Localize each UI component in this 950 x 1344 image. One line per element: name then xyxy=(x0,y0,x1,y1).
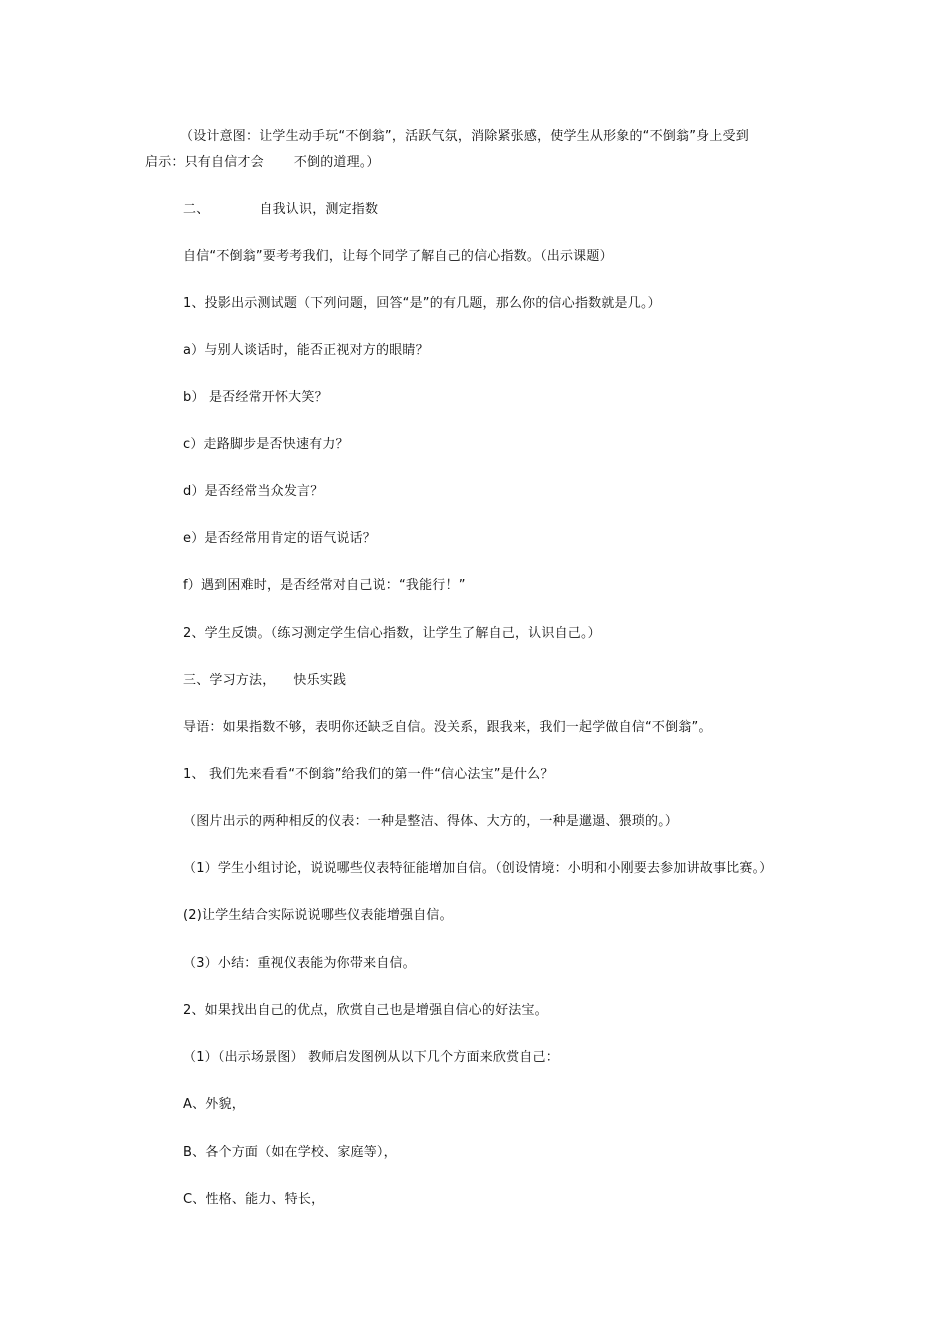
option-a: A、外貌， xyxy=(183,1097,245,1112)
section-3-title-part-1: 三、学习方法， xyxy=(183,673,276,688)
sub-item-1: （1）学生小组讨论，说说哪些仪表特征能增加自信。（创设情境：小明和小刚要去参加讲故事比赛。） xyxy=(183,861,773,876)
picture-description: （图片出示的两种相反的仪表：一种是整洁、得体、大方的，一种是邋遢、猥琐的。） xyxy=(183,814,679,829)
test-item-1: 1、投影出示测试题（下列问题，回答“是”的有几题，那么你的信心指数就是几。） xyxy=(183,296,661,311)
option-b: B、各个方面（如在学校、家庭等）， xyxy=(183,1145,397,1160)
section-2-title: 自我认识，测定指数 xyxy=(259,202,379,217)
test-item-2: 2、学生反馈。（练习测定学生信心指数，让学生了解自己，认识自己。） xyxy=(183,626,601,641)
question-d: d）是否经常当众发言？ xyxy=(183,484,324,499)
sub-item-3: （3）小结：重视仪表能为你带来自信。 xyxy=(183,956,416,971)
design-intent-line-2 xyxy=(145,155,380,171)
section-3-item-2-sub-1: （1）（出示场景图） 教师启发图例从以下几个方面来欣赏自己： xyxy=(183,1050,559,1065)
section-3-item-2: 2、如果找出自己的优点，欣赏自己也是增强自信心的好法宝。 xyxy=(183,1003,548,1018)
section-2-number: 二、 xyxy=(183,202,210,217)
question-f: f）遇到困难时，是否经常对自己说：“我能行！” xyxy=(183,578,466,593)
sub-item-2: (2)让学生结合实际说说哪些仪表能增强自信。 xyxy=(183,908,453,923)
question-c: c）走路脚步是否快速有力？ xyxy=(183,437,349,452)
question-a: a）与别人谈话时，能否正视对方的眼睛？ xyxy=(183,343,429,358)
section-2-heading xyxy=(183,202,378,218)
design-intent-line-2-part-1: 启示：只有自信才会 xyxy=(145,155,264,170)
design-intent-line-1: （设计意图：让学生动手玩“不倒翁”，活跃气氛，消除紧张感，使学生从形象的“不倒翁”身上受到 xyxy=(180,129,749,144)
section-3-heading xyxy=(183,673,346,689)
guide-text: 导语：如果指数不够，表明你还缺乏自信。没关系，跟我来，我们一起学做自信“不倒翁”。 xyxy=(183,720,712,735)
option-c: C、性格、能力、特长， xyxy=(183,1192,325,1207)
section-3-title-part-2: 快乐实践 xyxy=(293,673,347,688)
section-2-intro: 自信“不倒翁”要考考我们，让每个同学了解自己的信心指数。（出示课题） xyxy=(183,249,613,264)
question-e: e）是否经常用肯定的语气说话？ xyxy=(183,531,376,546)
question-b: b） 是否经常开怀大笑？ xyxy=(183,390,328,405)
design-intent-line-2-part-2: 不倒的道理。） xyxy=(293,155,380,170)
section-3-item-1: 1、 我们先来看看“不倒翁”给我们的第一件“信心法宝”是什么？ xyxy=(183,767,554,782)
